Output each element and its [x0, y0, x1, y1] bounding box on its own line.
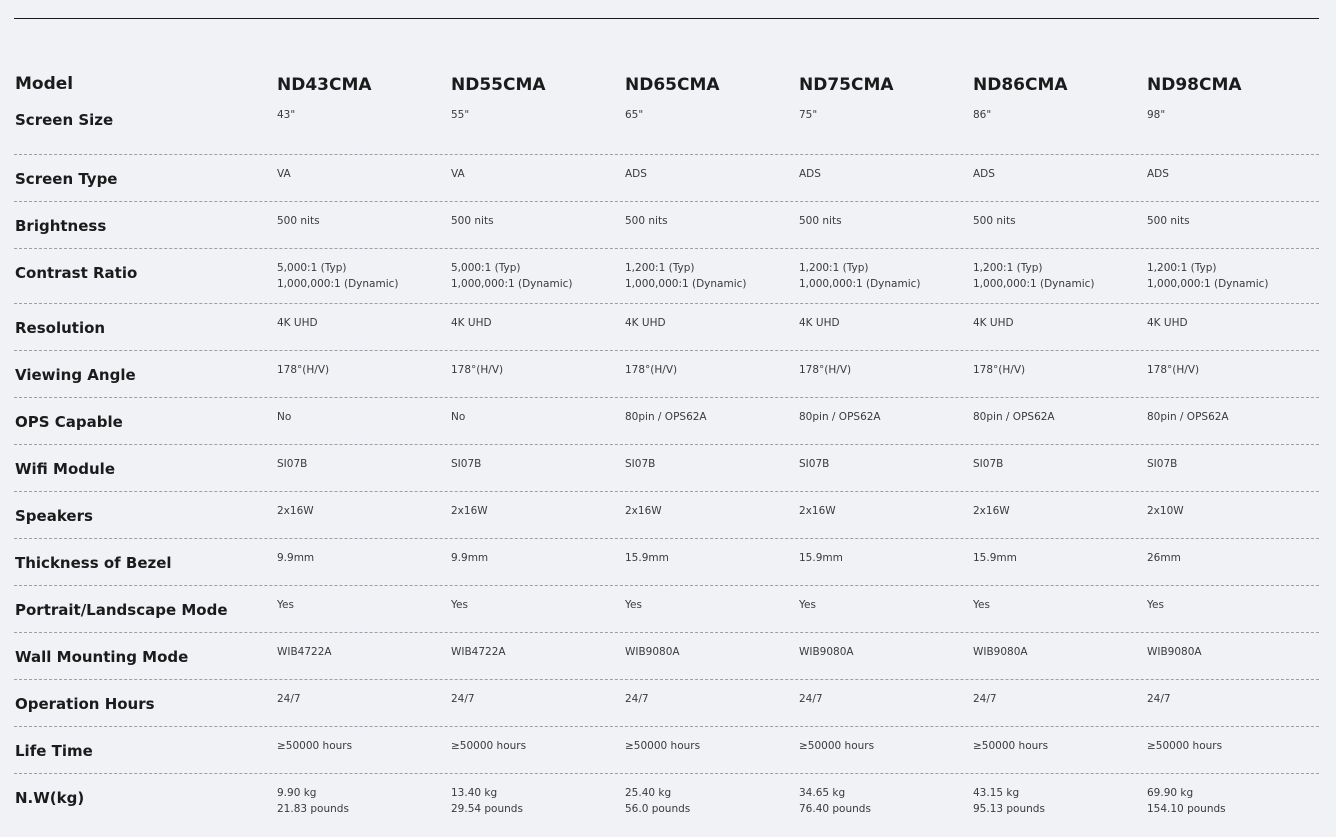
spec-value: 500 nits [799, 215, 842, 227]
spec-cell [625, 504, 799, 520]
spec-cell [451, 504, 625, 520]
spec-value: 24/7 [277, 693, 301, 705]
spec-cell [1147, 739, 1321, 755]
spec-value: 2x16W [625, 505, 662, 517]
spec-cell [799, 786, 973, 817]
spec-cell [625, 692, 799, 708]
table-row [14, 492, 1319, 539]
spec-cell [277, 167, 451, 183]
row-label: Operation Hours [15, 695, 155, 713]
header-label: Model [15, 74, 74, 94]
spec-value: 55" [451, 109, 470, 121]
spec-cell [625, 457, 799, 473]
spec-cell [973, 316, 1147, 332]
spec-value: Yes [451, 599, 468, 611]
spec-cell [1147, 551, 1321, 567]
spec-value: 69.90 kg [1147, 787, 1194, 799]
spec-value: 1,000,000:1 (Dynamic) [1147, 277, 1269, 290]
spec-value: 500 nits [451, 215, 494, 227]
spec-cell [277, 551, 451, 567]
spec-cell [625, 261, 799, 292]
spec-value: 178°(H/V) [277, 364, 330, 376]
spec-value: Yes [625, 599, 642, 611]
spec-cell [1147, 167, 1321, 183]
spec-cell [451, 551, 625, 567]
spec-value: 56.0 pounds [625, 802, 691, 815]
spec-cell [799, 261, 973, 292]
row-label: Speakers [15, 507, 93, 525]
spec-cell [625, 167, 799, 183]
spec-value: 1,000,000:1 (Dynamic) [973, 277, 1095, 290]
spec-value: 1,000,000:1 (Dynamic) [625, 277, 747, 290]
spec-cell [625, 363, 799, 379]
table-row [14, 680, 1319, 727]
spec-value: 4K UHD [277, 317, 318, 329]
spec-cell [973, 457, 1147, 473]
model-column-header: ND98CMA [1147, 75, 1242, 95]
row-label: OPS Capable [15, 413, 123, 431]
spec-cell [451, 410, 625, 426]
spec-cell [625, 214, 799, 230]
spec-cell [973, 410, 1147, 426]
spec-cell [1147, 261, 1321, 292]
spec-cell [799, 551, 973, 567]
spec-value: WIB9080A [1147, 646, 1202, 658]
spec-cell [277, 457, 451, 473]
spec-value: 76.40 pounds [799, 802, 871, 815]
spec-cell [973, 261, 1147, 292]
spec-value: Yes [1147, 599, 1164, 611]
spec-value: SI07B [625, 458, 656, 470]
spec-value: 15.9mm [625, 552, 669, 564]
spec-cell [625, 316, 799, 332]
spec-value: 65" [625, 109, 644, 121]
spec-value: 500 nits [973, 215, 1016, 227]
spec-cell [799, 598, 973, 614]
spec-value: ADS [799, 168, 821, 180]
row-label: Resolution [15, 319, 106, 337]
spec-cell [277, 692, 451, 708]
table-row [14, 586, 1319, 633]
spec-cell [277, 410, 451, 426]
spec-value: ≥50000 hours [1147, 740, 1223, 752]
spec-cell [625, 108, 799, 124]
spec-value: 178°(H/V) [799, 364, 852, 376]
spec-value: SI07B [277, 458, 308, 470]
spec-value: 1,200:1 (Typ) [625, 262, 695, 274]
table-row [14, 445, 1319, 492]
spec-cell [451, 167, 625, 183]
spec-value: 24/7 [451, 693, 475, 705]
spec-value: 80pin / OPS62A [799, 411, 881, 423]
spec-cell [1147, 108, 1321, 124]
spec-value: 1,000,000:1 (Dynamic) [799, 277, 921, 290]
spec-value: 15.9mm [799, 552, 843, 564]
spec-value: 1,200:1 (Typ) [973, 262, 1043, 274]
spec-cell [277, 598, 451, 614]
spec-cell [451, 645, 625, 661]
spec-cell [277, 108, 451, 124]
spec-value: 5,000:1 (Typ) [277, 262, 347, 274]
spec-cell [973, 214, 1147, 230]
table-row [14, 108, 1319, 155]
spec-value: 13.40 kg [451, 787, 498, 799]
table-row [14, 249, 1319, 304]
spec-cell [799, 108, 973, 124]
table-row [14, 727, 1319, 774]
spec-value: 2x16W [277, 505, 314, 517]
spec-value: ≥50000 hours [973, 740, 1049, 752]
table-row [14, 202, 1319, 249]
spec-cell [451, 214, 625, 230]
spec-cell [625, 739, 799, 755]
spec-cell [451, 363, 625, 379]
spec-value: 5,000:1 (Typ) [451, 262, 521, 274]
spec-value: 1,200:1 (Typ) [799, 262, 869, 274]
spec-value: 25.40 kg [625, 787, 672, 799]
model-column-header: ND75CMA [799, 75, 894, 95]
spec-value: 500 nits [277, 215, 320, 227]
model-column-header: ND55CMA [451, 75, 546, 95]
spec-value: 9.9mm [451, 552, 489, 564]
spec-value: 4K UHD [451, 317, 492, 329]
row-label: Contrast Ratio [15, 264, 138, 282]
spec-cell [1147, 363, 1321, 379]
spec-cell [1147, 786, 1321, 817]
spec-value: SI07B [451, 458, 482, 470]
spec-cell [277, 214, 451, 230]
spec-cell [451, 598, 625, 614]
spec-value: ≥50000 hours [799, 740, 875, 752]
spec-value: 24/7 [1147, 693, 1171, 705]
spec-value: 80pin / OPS62A [1147, 411, 1229, 423]
spec-cell [277, 739, 451, 755]
spec-value: 9.9mm [277, 552, 315, 564]
row-label: Portrait/Landscape Mode [15, 601, 228, 619]
spec-value: 21.83 pounds [277, 802, 349, 815]
spec-value: 178°(H/V) [625, 364, 678, 376]
spec-value: 34.65 kg [799, 787, 846, 799]
spec-cell [973, 504, 1147, 520]
spec-cell [973, 645, 1147, 661]
table-row [14, 155, 1319, 202]
table-row [14, 633, 1319, 680]
spec-value: 178°(H/V) [451, 364, 504, 376]
model-column-header: ND43CMA [277, 75, 372, 95]
spec-cell [451, 739, 625, 755]
spec-value: 154.10 pounds [1147, 802, 1226, 815]
spec-value: WIB4722A [277, 646, 332, 658]
spec-cell [973, 786, 1147, 817]
spec-value: 178°(H/V) [973, 364, 1026, 376]
spec-value: 80pin / OPS62A [625, 411, 707, 423]
spec-value: ADS [1147, 168, 1169, 180]
spec-cell [1147, 410, 1321, 426]
spec-cell [277, 504, 451, 520]
spec-cell [799, 504, 973, 520]
spec-cell [451, 692, 625, 708]
spec-cell [799, 214, 973, 230]
row-label: Life Time [15, 742, 93, 760]
row-label: Thickness of Bezel [15, 554, 172, 572]
spec-value: 98" [1147, 109, 1166, 121]
model-column-header: ND65CMA [625, 75, 720, 95]
spec-value: VA [277, 168, 291, 180]
spec-cell [799, 645, 973, 661]
spec-cell [1147, 214, 1321, 230]
spec-value: 2x16W [973, 505, 1010, 517]
spec-cell [1147, 692, 1321, 708]
spec-cell [973, 167, 1147, 183]
spec-value: 4K UHD [1147, 317, 1188, 329]
spec-value: 1,000,000:1 (Dynamic) [451, 277, 573, 290]
spec-cell [277, 363, 451, 379]
spec-cell [973, 108, 1147, 124]
spec-cell [973, 551, 1147, 567]
row-label: Screen Size [15, 111, 114, 129]
spec-value: ADS [625, 168, 647, 180]
spec-cell [799, 363, 973, 379]
spec-rows [14, 108, 1319, 834]
spec-value: 43" [277, 109, 296, 121]
spec-value: 178°(H/V) [1147, 364, 1200, 376]
spec-cell [451, 786, 625, 817]
spec-cell [625, 410, 799, 426]
spec-value: ≥50000 hours [625, 740, 701, 752]
spec-value: VA [451, 168, 465, 180]
row-label: Viewing Angle [15, 366, 136, 384]
table-row [14, 539, 1319, 586]
spec-value: 15.9mm [973, 552, 1017, 564]
spec-cell [277, 316, 451, 332]
spec-cell [799, 692, 973, 708]
spec-value: ≥50000 hours [451, 740, 527, 752]
spec-value: 1,000,000:1 (Dynamic) [277, 277, 399, 290]
spec-value: WIB4722A [451, 646, 506, 658]
spec-cell [451, 316, 625, 332]
row-label: Screen Type [15, 170, 118, 188]
spec-cell [799, 167, 973, 183]
row-label: Brightness [15, 217, 107, 235]
spec-cell [973, 363, 1147, 379]
spec-cell [277, 786, 451, 817]
spec-value: ≥50000 hours [277, 740, 353, 752]
spec-cell [625, 598, 799, 614]
spec-value: 500 nits [1147, 215, 1190, 227]
spec-cell [451, 261, 625, 292]
model-column-header: ND86CMA [973, 75, 1068, 95]
spec-value: 86" [973, 109, 992, 121]
table-row [14, 304, 1319, 351]
spec-value: Yes [973, 599, 990, 611]
spec-table [14, 62, 1319, 834]
spec-cell [625, 645, 799, 661]
spec-value: No [451, 411, 466, 423]
row-label: Wifi Module [15, 460, 115, 478]
spec-cell [973, 739, 1147, 755]
spec-cell [1147, 598, 1321, 614]
spec-value: 24/7 [799, 693, 823, 705]
spec-value: WIB9080A [625, 646, 680, 658]
spec-value: SI07B [973, 458, 1004, 470]
spec-cell [799, 410, 973, 426]
spec-value: Yes [799, 599, 816, 611]
spec-cell [625, 786, 799, 817]
spec-cell [973, 692, 1147, 708]
spec-cell [1147, 457, 1321, 473]
spec-value: 2x16W [451, 505, 488, 517]
spec-value: 1,200:1 (Typ) [1147, 262, 1217, 274]
table-row [14, 351, 1319, 398]
spec-value: WIB9080A [973, 646, 1028, 658]
spec-value: SI07B [1147, 458, 1178, 470]
spec-value: 2x10W [1147, 505, 1184, 517]
row-label: Wall Mounting Mode [15, 648, 189, 666]
spec-value: 9.90 kg [277, 787, 317, 799]
row-label: N.W(kg) [15, 789, 85, 807]
spec-value: 75" [799, 109, 818, 121]
spec-value: SI07B [799, 458, 830, 470]
spec-cell [799, 316, 973, 332]
spec-value: 80pin / OPS62A [973, 411, 1055, 423]
spec-cell [799, 457, 973, 473]
spec-value: Yes [277, 599, 294, 611]
spec-value: ADS [973, 168, 995, 180]
spec-cell [277, 645, 451, 661]
spec-cell [451, 108, 625, 124]
table-row [14, 398, 1319, 445]
table-row [14, 774, 1319, 834]
spec-cell [1147, 504, 1321, 520]
spec-value: 24/7 [973, 693, 997, 705]
spec-value: 4K UHD [973, 317, 1014, 329]
spec-cell [799, 739, 973, 755]
spec-value: 4K UHD [799, 317, 840, 329]
spec-value: WIB9080A [799, 646, 854, 658]
spec-cell [625, 551, 799, 567]
spec-value: 26mm [1147, 552, 1181, 564]
spec-cell [277, 261, 451, 292]
spec-value: 24/7 [625, 693, 649, 705]
spec-cell [451, 457, 625, 473]
spec-cell [1147, 316, 1321, 332]
spec-value: 29.54 pounds [451, 802, 523, 815]
spec-value: 4K UHD [625, 317, 666, 329]
spec-value: 2x16W [799, 505, 836, 517]
spec-cell [973, 598, 1147, 614]
spec-value: 500 nits [625, 215, 668, 227]
spec-value: 43.15 kg [973, 787, 1020, 799]
spec-cell [1147, 645, 1321, 661]
spec-value: No [277, 411, 292, 423]
table-header-row [14, 62, 1319, 108]
top-divider [14, 18, 1319, 19]
spec-value: 95.13 pounds [973, 802, 1045, 815]
